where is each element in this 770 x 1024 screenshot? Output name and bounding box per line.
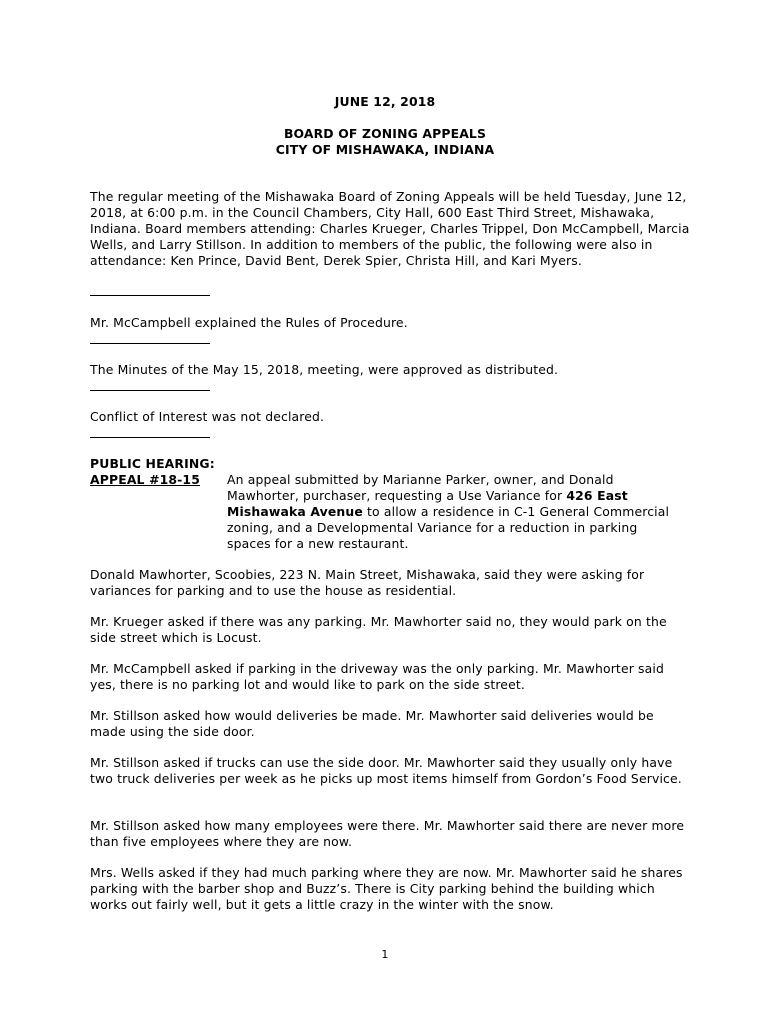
appeal-description [227,472,677,552]
testimony-paragraph: Mr. McCampbell asked if parking in the driveway was the only parking. Mr. Mawhorter said yes, there is no parking lot and would like to park on the side street. [90,661,665,692]
appeal-address: 426 East Mishawaka Avenue [227,488,628,519]
rules-paragraph: Mr. McCampbell explained the Rules of Procedure. [90,315,408,330]
separator-line [90,343,210,344]
separator-line [90,295,210,296]
testimony-paragraph: Mr. Stillson asked how many employees were there. Mr. Mawhorter said there are never more than five employees where they are now. [90,818,685,849]
separator-line [90,437,210,438]
conflict-paragraph: Conflict of Interest was not declared. [90,409,325,424]
testimony-paragraph: Mr. Krueger asked if there was any parking. Mr. Mawhorter said no, they would park on the side street which is Locust. [90,614,667,645]
testimony-paragraph: Mr. Stillson asked how would deliveries be made. Mr. Mawhorter said deliveries would be made using the side door. [90,708,654,739]
appeal-number: APPEAL #18-15 [90,472,200,487]
minutes-paragraph: The Minutes of the May 15, 2018, meeting, were approved as distributed. [90,362,559,377]
appeal-text-part: An appeal submitted by Marianne Parker, owner, and Donald Mawhorter, purchaser, requesting a Use Variance for [227,472,614,503]
separator-line [90,390,210,391]
board-title: BOARD OF ZONING APPEALS [283,126,487,141]
appeal-text-part: to allow a residence in C-1 General Commercial zoning, and a Developmental Variance for a reduction in parking spaces for a new restaurant. [227,504,670,551]
testimony-paragraph: Donald Mawhorter, Scoobies, 223 N. Main Street, Mishawaka, said they were asking for variances for parking and to use the house as residential. [90,567,645,598]
city-title: CITY OF MISHAWAKA, INDIANA [275,142,495,157]
meeting-date: JUNE 12, 2018 [334,94,436,109]
page-number: 1 [381,948,389,961]
intro-paragraph: The regular meeting of the Mishawaka Board of Zoning Appeals will be held Tuesday, June 12, 2018, at 6:00 p.m. in the Council Chambers, City Hall, 600 East Third Street, Mishawaka, Indiana. Board members attending: Charles Krueger, Charles Trippel, Don McCampbell, Marcia Wells, and Larry Stillson. In addition to members of the public, the following were also in attendance: Ken Prince, David Bent, Derek Spier, Christa Hill, and Kari Myers. [90,189,690,268]
testimony-paragraph: Mr. Stillson asked if trucks can use the side door. Mr. Mawhorter said they usually only have two truck deliveries per week as he picks up most items himself from Gordon’s Food Service. [90,755,682,786]
public-hearing-heading: PUBLIC HEARING: [90,456,215,471]
testimony-paragraph: Mrs. Wells asked if they had much parking where they are now. Mr. Mawhorter said he shares parking with the barber shop and Buzz’s. There is City parking behind the building which works out fairly well, but it gets a little crazy in the winter with the snow. [90,865,683,912]
